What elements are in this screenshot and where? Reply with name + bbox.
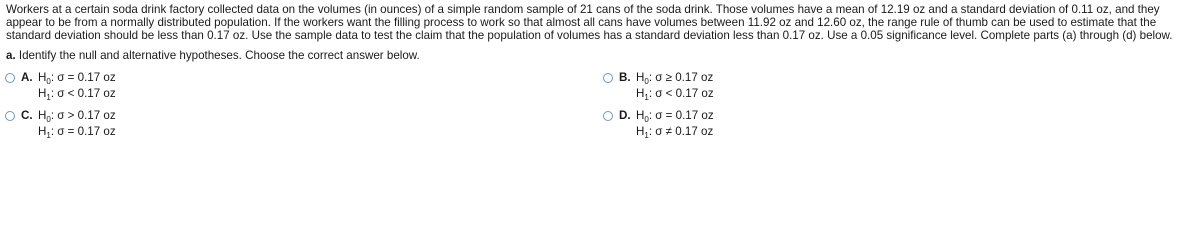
option-letter: A. <box>21 71 33 84</box>
alternative-hypothesis: $H_1$: σ ≠ 0.17 oz <box>636 124 714 140</box>
answer-option-c[interactable] <box>5 109 116 140</box>
radio-button-c[interactable] <box>5 111 15 121</box>
alternative-hypothesis: $H_1$: σ < 0.17 oz <box>38 86 116 102</box>
part-a-text: Identify the null and alternative hypotheses. Choose the correct answer below. <box>15 49 420 62</box>
hypotheses <box>38 109 116 140</box>
null-hypothesis: $H_0$: σ = 0.17 oz <box>38 71 116 86</box>
null-hypothesis: $H_0$: σ ≥ 0.17 oz <box>636 71 714 86</box>
radio-button-b[interactable] <box>603 73 613 83</box>
hypotheses <box>38 71 116 102</box>
alternative-hypothesis: $H_1$: σ < 0.17 oz <box>636 86 714 102</box>
answer-option-a[interactable] <box>5 71 116 102</box>
part-a-prompt <box>6 49 420 62</box>
alternative-hypothesis: $H_1$: σ = 0.17 oz <box>38 124 116 140</box>
null-hypothesis: $H_0$: σ = 0.17 oz <box>636 109 714 124</box>
option-letter: B. <box>619 71 631 84</box>
null-hypothesis: $H_0$: σ > 0.17 oz <box>38 109 116 124</box>
hypotheses <box>636 109 714 140</box>
hypotheses <box>636 71 714 102</box>
option-letter: C. <box>21 109 33 122</box>
problem-statement: Workers at a certain soda drink factory collected data on the volumes (in ounces) of a simple random sample of 21 cans of the soda drink. Those volumes have a mean of 12.19 oz and a standard deviation of 0.11 oz, and they appear to be from a normally distributed population. If the workers want the filling process to work so that almost all cans have volumes between 11.92 oz and 12.60 oz, the range rule of thumb can be used to estimate that the standard deviation should be less than 0.17 oz. Use the sample data to test the claim that the population of volumes has a standard deviation less than 0.17 oz. Use a 0.05 significance level. Complete parts (a) through (d) below. <box>6 3 1173 43</box>
answer-option-d[interactable] <box>603 109 714 140</box>
option-letter: D. <box>619 109 631 122</box>
part-a-letter: a. <box>6 49 16 62</box>
radio-button-a[interactable] <box>5 73 15 83</box>
answer-option-b[interactable] <box>603 71 714 102</box>
radio-button-d[interactable] <box>603 111 613 121</box>
